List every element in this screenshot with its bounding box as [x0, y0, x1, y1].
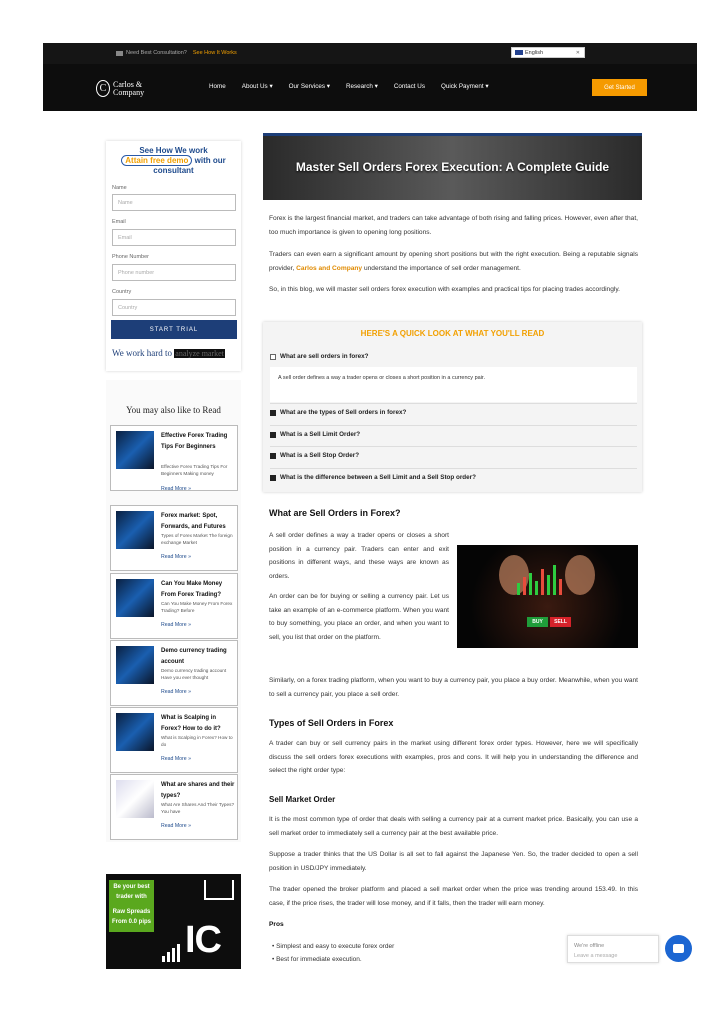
toc-item-4-label: What is a Sell Stop Order? — [280, 452, 360, 459]
post-title[interactable]: Forex market: Spot, Forwards, and Futures — [161, 513, 226, 530]
pros-item: • Best for immediate execution. — [272, 953, 394, 966]
toc-item-3-label: What is a Sell Limit Order? — [280, 431, 361, 438]
nav-about-us[interactable]: About Us ▾ — [241, 83, 273, 90]
ad-bars-graphic — [162, 944, 180, 962]
post-title[interactable]: Can You Make Money From Forex Trading? — [161, 581, 223, 598]
phone-label: Phone Number — [112, 254, 149, 260]
mail-icon — [116, 51, 123, 56]
nav-about-us-label: About Us — [241, 83, 268, 90]
post-title[interactable]: Effective Forex Trading Tips For Beginners — [161, 433, 228, 450]
buy-button-graphic: BUY — [527, 617, 548, 627]
chat-offline-popup[interactable] — [567, 935, 659, 963]
post-thumbnail — [116, 431, 154, 469]
hard-work-tagline — [112, 348, 225, 358]
related-posts — [106, 380, 241, 842]
email-field[interactable]: Email — [112, 229, 236, 246]
what-paragraph-2: An order can be for buying or selling a currency pair. Let us take an example of an e-commerce platform. When you want to buy something, you place an order, and when you want to sell, you list that order on the platform. — [269, 593, 449, 641]
consultation-prompt — [116, 50, 237, 56]
what-paragraph-3: Similarly, on a forex trading platform, when you want to buy a currency pair, you place a buy order. Meanwhile, when you want to sell a currency pair, you place a sell order. — [269, 677, 638, 698]
toc-title: HERE'S A QUICK LOOK AT WHAT YOU'LL READ — [360, 329, 545, 338]
nav-quick-payment[interactable]: Quick Payment ▾ — [440, 83, 489, 90]
toc-item-2[interactable] — [270, 403, 637, 416]
nav-research-label: Research — [345, 83, 373, 90]
intro-paragraph-1: Forex is the largest financial market, and traders can take advantage of both rising and falling prices. However, even after that, too much importance is given to opening long positions. — [269, 215, 638, 236]
expand-icon — [270, 453, 276, 459]
form-title-rest: with our — [194, 156, 226, 165]
article-title: Master Sell Orders Forex Execution: A Complete Guide — [295, 159, 610, 174]
language-select[interactable] — [511, 47, 585, 58]
read-more-link[interactable]: Read More » — [161, 622, 191, 628]
read-more-link[interactable]: Read More » — [161, 689, 191, 695]
related-posts-title: You may also like to Read — [126, 405, 221, 415]
collapse-icon — [270, 354, 276, 360]
logo-mark-icon: C — [96, 80, 110, 97]
ad-text1: Be your best trader with — [113, 884, 150, 900]
nav-home[interactable]: Home — [209, 83, 226, 90]
hero-top-accent — [263, 133, 642, 136]
chevron-down-icon: ✕ — [575, 50, 580, 56]
nav-our-services[interactable]: Our Services ▾ — [288, 83, 330, 90]
form-title — [106, 146, 241, 176]
toc-item-1[interactable] — [270, 348, 637, 360]
form-title-line3: consultant — [153, 166, 194, 175]
name-label: Name — [112, 185, 127, 191]
market-paragraph-2: Suppose a trader thinks that the US Dollar is all set to fall against the Japanese Yen. So, the trader decided to open a sell position in USD/JPY immediately. — [269, 851, 638, 872]
heading-types-of-sell-orders: Types of Sell Orders in Forex — [269, 718, 394, 728]
expand-icon — [270, 410, 276, 416]
uk-flag-icon — [515, 50, 523, 55]
chat-launcher-button[interactable] — [665, 935, 692, 962]
chat-bubble-icon — [673, 944, 684, 953]
toc-item-3[interactable] — [270, 425, 637, 438]
related-post-card[interactable] — [110, 505, 238, 571]
form-title-line1: See How We work — [139, 146, 208, 155]
pros-list — [272, 940, 394, 966]
get-started-button[interactable]: Get Started — [592, 79, 647, 96]
ad-text-box — [109, 880, 154, 932]
demo-form — [106, 141, 241, 371]
related-post-card[interactable] — [110, 425, 238, 491]
form-title-highlight: Attain free demo — [121, 155, 192, 166]
post-thumbnail — [116, 780, 154, 818]
post-thumbnail — [116, 713, 154, 751]
related-post-card[interactable] — [110, 640, 238, 706]
expand-icon — [270, 475, 276, 481]
table-of-contents — [263, 322, 642, 492]
post-excerpt: Types of Forex Market The foreign exchange Market — [161, 533, 233, 545]
post-thumbnail — [116, 579, 154, 617]
email-label: Email — [112, 219, 126, 225]
chat-status: We're offline — [574, 943, 605, 949]
candlestick-graphic — [517, 565, 562, 595]
nav-contact-us[interactable]: Contact Us — [393, 83, 425, 90]
consultation-text: Need Best Consultation? — [126, 50, 187, 56]
heading-sell-market-order: Sell Market Order — [269, 795, 336, 804]
menu — [209, 83, 505, 90]
post-excerpt: Can You Make Money From Forex Trading? Before — [161, 601, 233, 613]
carlos-company-link[interactable]: Carlos and Company — [296, 264, 363, 272]
nav-research[interactable]: Research ▾ — [345, 83, 378, 90]
toc-item-5-label: What is the difference between a Sell Limit and a Sell Stop order? — [280, 474, 476, 481]
ad-brand: IC — [185, 919, 221, 961]
toc-answer-1: A sell order defines a way a trader opens or closes a short position in a currency pair. — [270, 367, 637, 402]
toc-item-2-label: What are the types of Sell orders in forex? — [280, 409, 407, 416]
hard-work-text: We work hard to — [112, 348, 173, 358]
sell-button-graphic: SELL — [550, 617, 571, 627]
nav-our-services-label: Our Services — [288, 83, 326, 90]
main-navigation — [43, 64, 697, 111]
read-more-link[interactable]: Read More » — [161, 554, 191, 560]
phone-field[interactable]: Phone number — [112, 264, 236, 281]
post-excerpt: Demo currency trading account Have you ever thought — [161, 668, 227, 680]
intro-paragraph-2-b: understand the importance of sell order management. — [363, 264, 521, 272]
heading-what-are-sell-orders: What are Sell Orders in Forex? — [269, 508, 401, 518]
post-excerpt: Effective Forex Trading Tips For Beginners Making money — [161, 464, 228, 476]
market-paragraph-3: The trader opened the broker platform and placed a sell market order when the price was trending around 153.49. In this case, if the price rises, the trader will lose money, and if it falls, then the trader will earn money. — [269, 886, 638, 907]
post-thumbnail — [116, 511, 154, 549]
post-title[interactable]: What are shares and their types? — [161, 782, 235, 799]
toc-item-5[interactable] — [270, 468, 637, 481]
top-bar — [43, 43, 697, 64]
logo-line2: Company — [113, 87, 145, 97]
toc-item-4[interactable] — [270, 446, 637, 459]
related-post-card[interactable] — [110, 774, 238, 840]
post-excerpt: What Are Shares And Their Types? You have — [161, 802, 235, 814]
hard-work-tail: analyze market — [175, 349, 224, 358]
ad-text2: Raw Spreads From 0.0 pips — [111, 909, 151, 925]
intro-paragraph-3: So, in this blog, we will master sell orders forex execution with examples and practical tips for placing trades accordingly. — [269, 286, 620, 293]
post-excerpt: What is Scalping in Forex? How to do — [161, 735, 233, 747]
post-title[interactable]: What is Scalping in Forex? How to do it? — [161, 715, 221, 732]
intro-paragraph-2-a: Traders can even earn a significant amount by opening short positions but with the right execution. Being a reputable signals provider, — [269, 251, 638, 272]
related-post-card[interactable] — [110, 573, 238, 639]
pros-item: • Simplest and easy to execute forex order — [272, 940, 394, 953]
ic-markets-ad-banner[interactable] — [106, 874, 241, 969]
language-value: English — [525, 49, 544, 56]
country-field[interactable]: Country — [112, 299, 236, 316]
what-paragraph-1: A sell order defines a way a trader opens or closes a short position in a currency pair. Traders can enter and exit positions in different ways, and these ways are known as orders. — [269, 532, 449, 580]
article-hero-banner — [263, 133, 642, 200]
toc-item-1-label: What are sell orders in forex? — [280, 353, 369, 360]
market-paragraph-1: It is the most common type of order that deals with selling a currency pair at a current market price. Basically, you can use a sell market order to immediately sell a currency pair at the best available price. — [269, 816, 638, 837]
chat-prompt: Leave a message — [574, 953, 618, 959]
read-more-link[interactable]: Read More » — [161, 756, 191, 762]
types-paragraph: A trader can buy or sell currency pairs in the market using different forex order types. However, here we will specifically discuss the sell orders forex executions with examples, pros and cons. It will help you in understanding the difference and select the right order type: — [269, 740, 638, 774]
nav-quick-payment-label: Quick Payment — [440, 83, 484, 90]
expand-icon — [270, 432, 276, 438]
start-trial-button[interactable]: START TRIAL — [111, 320, 237, 339]
related-post-card[interactable] — [110, 707, 238, 773]
country-label: Country — [112, 289, 132, 295]
name-field[interactable]: Name — [112, 194, 236, 211]
read-more-link[interactable]: Read More » — [161, 486, 191, 492]
ad-wave-graphic — [204, 880, 234, 900]
pros-label: Pros — [269, 921, 284, 928]
logo-line1: Carlos & — [113, 79, 143, 89]
post-thumbnail — [116, 646, 154, 684]
post-title[interactable]: Demo currency trading account — [161, 648, 227, 665]
read-more-link[interactable]: Read More » — [161, 823, 191, 829]
intro-paragraph-2 — [269, 248, 638, 275]
right-hand-graphic — [565, 555, 595, 595]
see-how-it-works-link[interactable]: See How It Works — [192, 50, 237, 56]
sell-button-illustration — [457, 545, 638, 648]
logo[interactable] — [96, 80, 144, 97]
